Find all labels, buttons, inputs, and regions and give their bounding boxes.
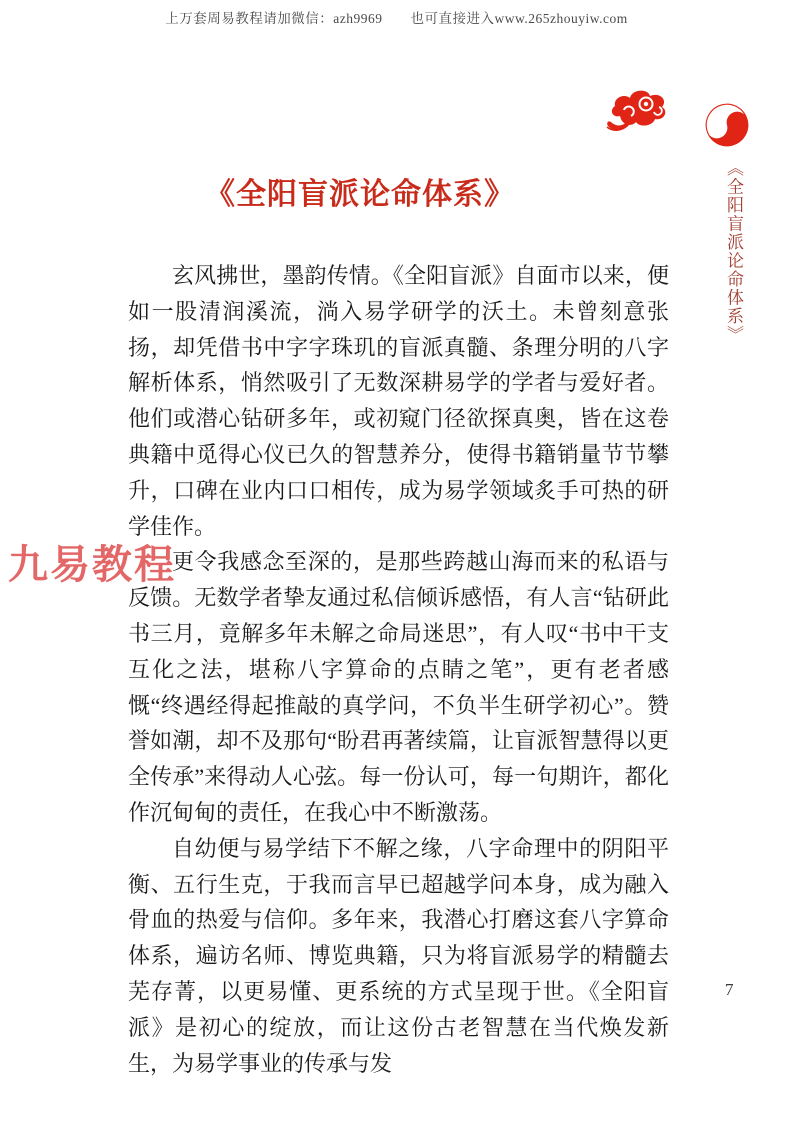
page-number: 7 bbox=[725, 980, 734, 999]
header-promo-note: 上万套周易教程请加微信：azh9969 也可直接进入www.265zhouyiw.com bbox=[165, 11, 628, 26]
side-vertical-title: 《全阳盲派论命体系》 bbox=[724, 159, 743, 344]
paragraph-3: 自幼便与易学结下不解之缘，八字命理中的阴阳平衡、五行生克，于我而言早已超越学问本身，成为融入骨血的热爱与信仰。多年来，我潜心打磨这套八字算命体系，遍访名师、博览典籍，只为将盲派易学的精髓去芜存菁，以更易懂、更系统的方式呈现于世。《全阳盲派》是初心的绽放，而让这份古老智慧在当代焕发新生，为易学事业的传承与发 bbox=[128, 835, 669, 1076]
page-title: 《全阳盲派论命体系》 bbox=[205, 178, 515, 211]
body-text bbox=[128, 258, 669, 1081]
watermark-text: 九易教程 bbox=[8, 543, 176, 587]
paragraph-1: 玄风拂世，墨韵传情。《全阳盲派》自面市以来，便如一股清润溪流，淌入易学研学的沃土。未曾刻意张扬，却凭借书中字字珠玑的盲派真髓、条理分明的八字解析体系，悄然吸引了无数深耕易学的学者与爱好者。他们或潜心钻研多年，或初窥门径欲探真奥，皆在这卷典籍中觅得心仪已久的智慧养分，使得书籍销量节节攀升，口碑在业内口口相传，成为易学领域炙手可热的研学佳作。 bbox=[128, 263, 669, 539]
paragraph-2: 更令我感念至深的，是那些跨越山海而来的私语与反馈。无数学者挚友通过私信倾诉感悟，有人言“钻研此书三月，竟解多年未解之命局迷思”，有人叹“书中干支互化之法，堪称八字算命的点睛之笔”，更有老者感慨“终遇经得起推敲的真学问，不负半生研学初心”。赞誉如潮，却不及那句“盼君再著续篇，让盲派智慧得以更全传承”来得动人心弦。每一份认可，每一句期许，都化作沉甸甸的责任，在我心中不断激荡。 bbox=[128, 549, 669, 825]
cloud-icon bbox=[606, 86, 670, 138]
taiji-yinyang-icon bbox=[704, 102, 750, 148]
